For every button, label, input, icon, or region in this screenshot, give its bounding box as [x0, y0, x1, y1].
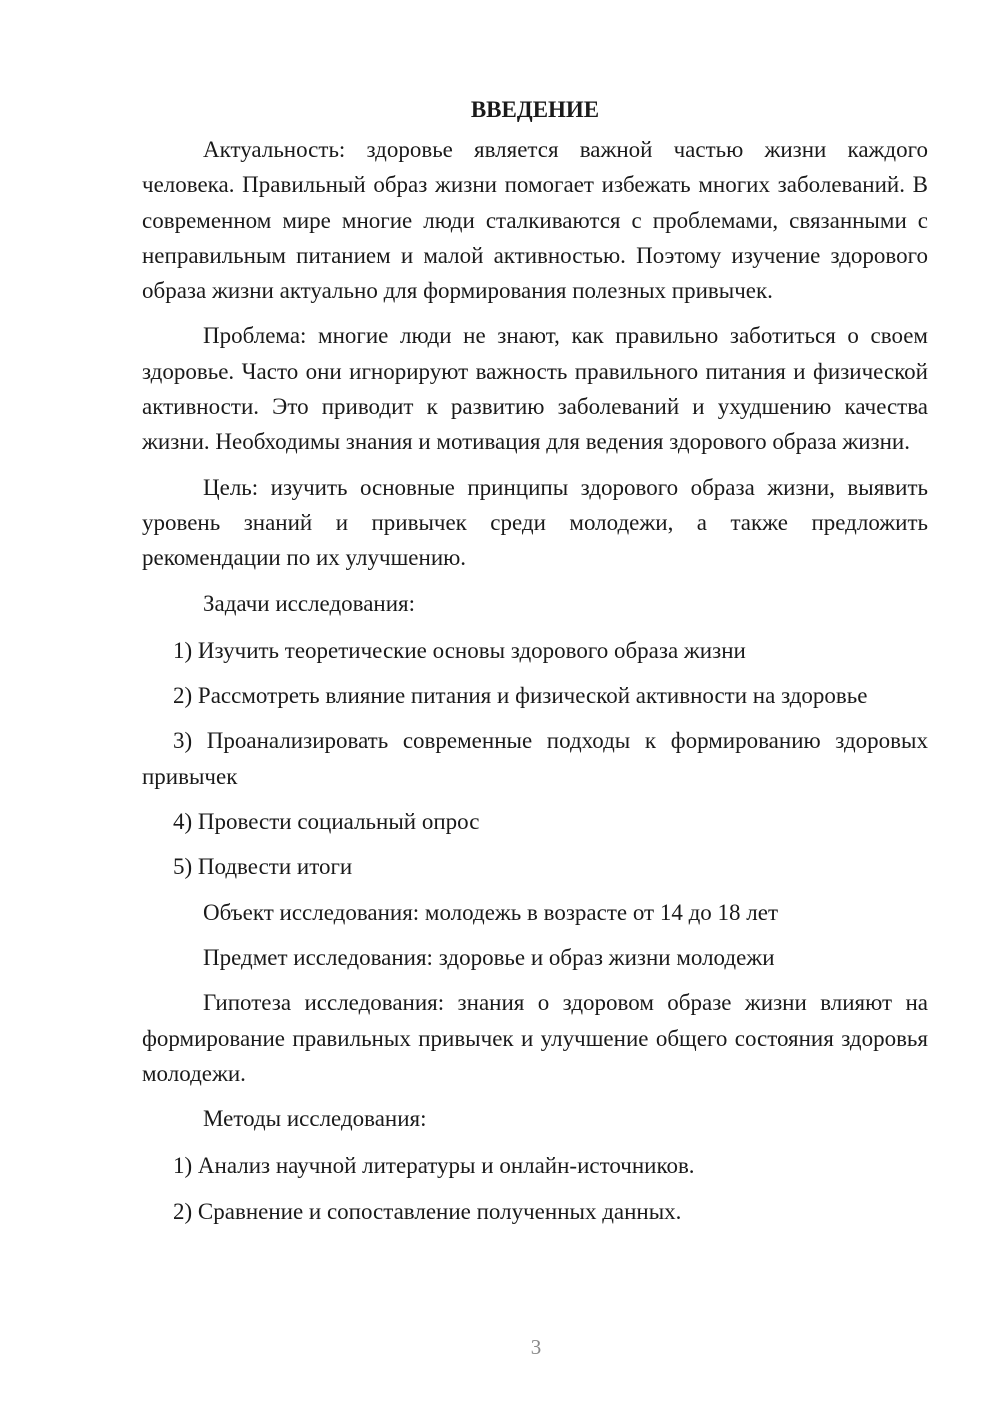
method-item: 2) Сравнение и сопоставление полученных данных.	[173, 1198, 682, 1224]
relevance-paragraph: Актуальность: здоровье является важной частью жизни каждого человека. Правильный образ жизни помогает избежать многих заболеваний. В современном мире многие люди сталкиваются с проблемами, связанными с неправильным питанием и малой активностью. Поэтому изучение здорового образа жизни актуально для формирования полезных привычек.	[142, 137, 928, 304]
page-content	[142, 88, 928, 1229]
task-item: 5) Подвести итоги	[173, 854, 353, 880]
goal-paragraph: Цель: изучить основные принципы здорового образа жизни, выявить уровень знаний и привычек среди молодежи, а также предложить рекомендации по их улучшению.	[142, 474, 928, 571]
object-line: Объект исследования: молодежь в возрасте от 14 до 18 лет	[203, 899, 779, 925]
method-item: 1) Анализ научной литературы и онлайн-источников.	[173, 1153, 695, 1179]
section-title: ВВЕДЕНИЕ	[470, 97, 600, 122]
task-item: 4) Провести социальный опрос	[173, 809, 480, 835]
hypothesis-paragraph: Гипотеза исследования: знания о здоровом образе жизни влияют на формирование правильных привычек и улучшение общего состояния здоровья молодежи.	[142, 990, 928, 1086]
task-item: 1) Изучить теоретические основы здорового образа жизни	[173, 637, 746, 663]
problem-paragraph: Проблема: многие люди не знают, как правильно заботиться о своем здоровье. Часто они игнорируют важность правильного питания и физической активности. Это приводит к развитию заболеваний и ухудшению качества жизни. Необходимы знания и мотивация для ведения здорового образа жизни.	[142, 323, 928, 455]
methods-heading: Методы исследования:	[203, 1106, 427, 1132]
task-item: 2) Рассмотреть влияние питания и физической активности на здоровье	[173, 683, 868, 709]
task-item: 3) Проанализировать современные подходы к формированию здоровых привычек	[142, 728, 928, 789]
subject-line: Предмет исследования: здоровье и образ жизни молодежи	[203, 944, 775, 970]
tasks-heading: Задачи исследования:	[203, 590, 416, 616]
page-number: 3	[530, 1335, 542, 1359]
